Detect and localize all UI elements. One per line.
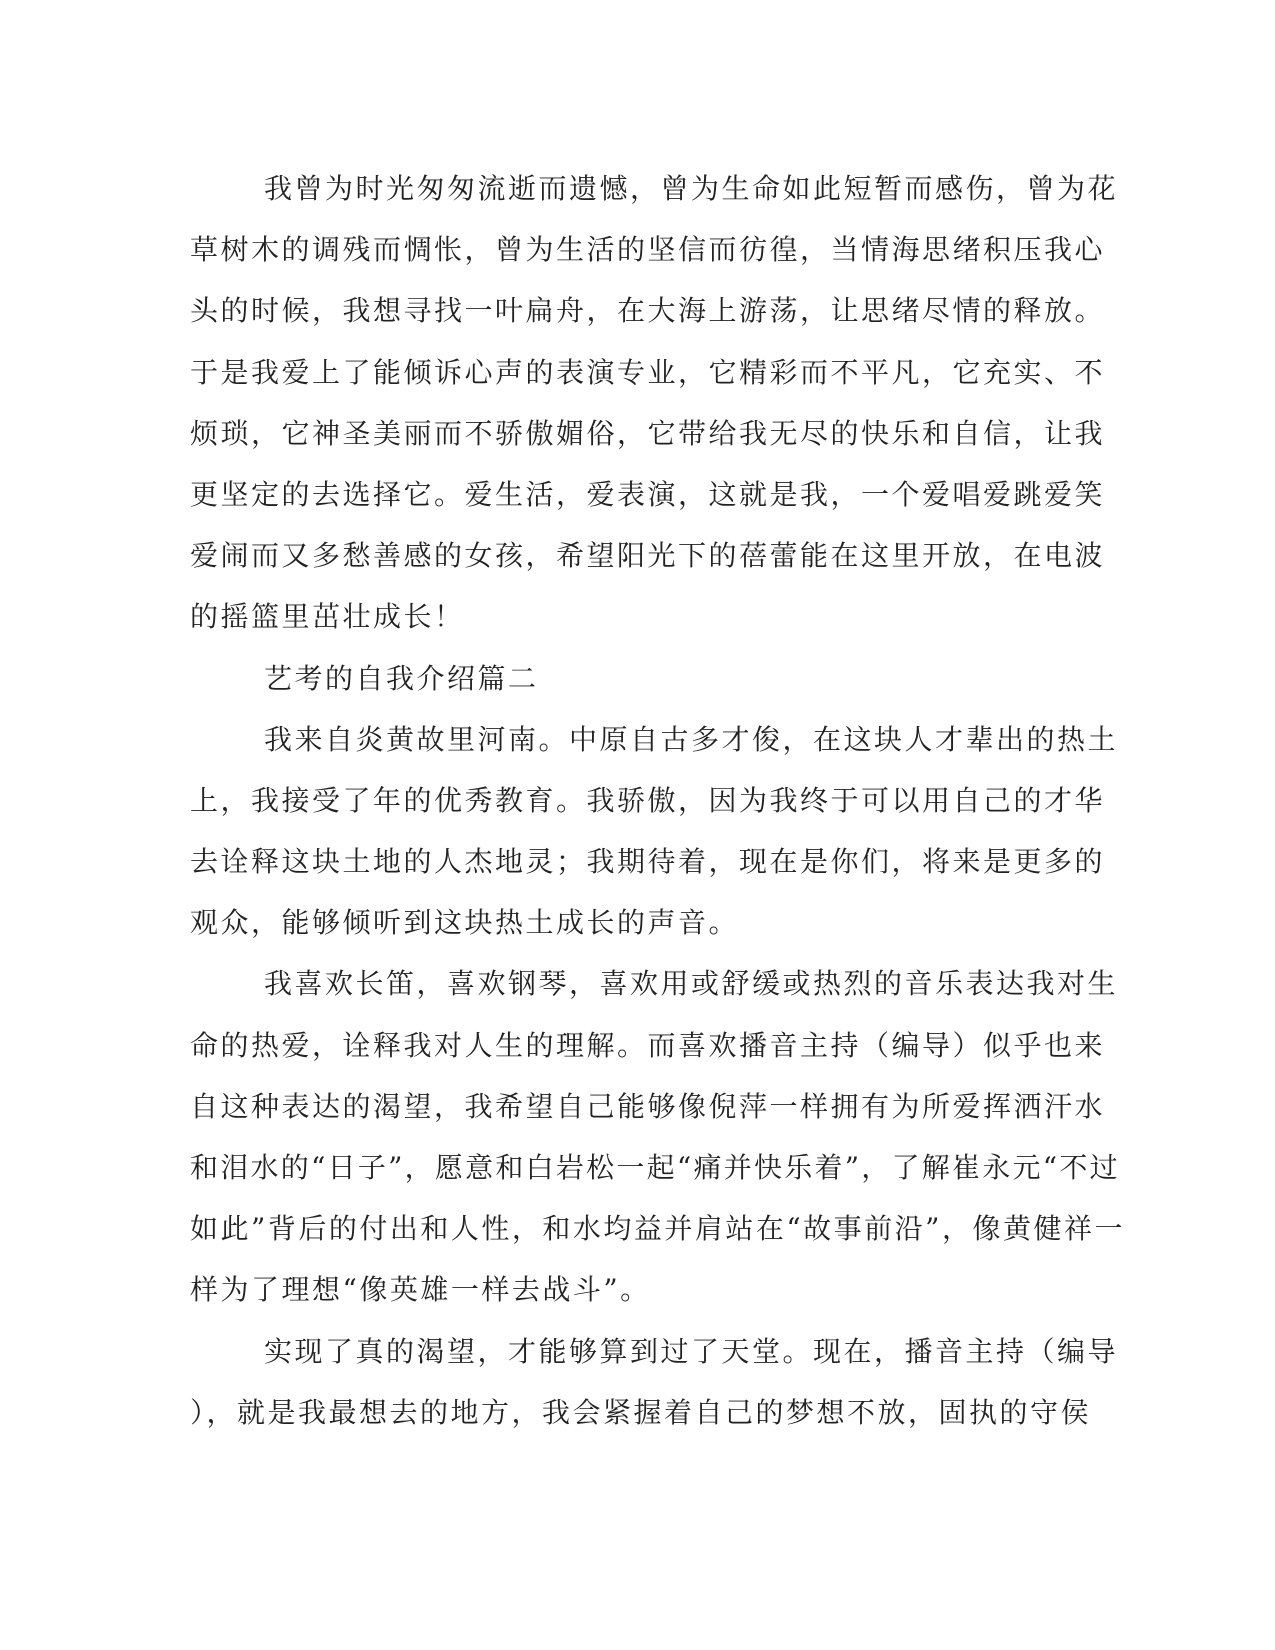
text-line: 更坚定的去选择它。爱生活，爱表演，这就是我，一个爱唱爱跳爱笑 [190,477,1106,511]
text-line: 草树木的调残而惆怅，曾为生活的坚信而彷徨，当情海思绪积压我心 [190,233,1106,267]
text-line: 的摇篮里茁壮成长！ [190,600,465,634]
section-heading: 艺考的自我介绍篇二 [264,661,539,695]
text-line: 我喜欢长笛，喜欢钢琴，喜欢用或舒缓或热烈的音乐表达我对生 [264,967,1119,1001]
text-line: 自这种表达的渴望，我希望自己能够像倪萍一样拥有为所爱挥洒汗水 [190,1089,1106,1123]
text-line: 我曾为时光匆匆流逝而遗憾，曾为生命如此短暂而感伤，曾为花 [264,172,1119,205]
text-line: 头的时候，我想寻找一叶扁舟，在大海上游荡，让思绪尽情的释放。 [190,294,1106,328]
text-line: 于是我爱上了能倾诉心声的表演专业，它精彩而不平凡，它充实、不 [190,355,1106,389]
text-line: 我来自炎黄故里河南。中原自古多才俊，在这块人才辈出的热土 [264,722,1119,756]
text-line: 实现了真的渴望，才能够算到过了天堂。现在，播音主持（编导 [264,1334,1119,1368]
text-line: ），就是我最想去的地方，我会紧握着自己的梦想不放，固执的守侯 [190,1395,1092,1429]
text-line: 爱闹而又多愁善感的女孩，希望阳光下的蓓蕾能在这里开放，在电波 [190,539,1106,573]
text-line: 和泪水的“日子”，愿意和白岩松一起“痛并快乐着”，了解崔永元“不过 [190,1151,1120,1184]
text-line: 去诠释这块土地的人杰地灵；我期待着，现在是你们，将来是更多的 [190,845,1106,879]
text-line: 上，我接受了年的优秀教育。我骄傲，因为我终于可以用自己的才华 [190,783,1106,817]
document-body [190,158,1125,1443]
text-line: 命的热爱，诠释我对人生的理解。而喜欢播音主持（编导）似乎也来 [190,1028,1106,1062]
text-line: 样为了理想“像英雄一样去战斗”。 [190,1273,651,1307]
text-line: 观众，能够倾听到这块热土成长的声音。 [190,906,740,940]
text-line: 如此”背后的付出和人性，和水均益并肩站在“故事前沿”，像黄健祥一 [190,1212,1125,1246]
text-line: 烦琐，它神圣美丽而不骄傲媚俗，它带给我无尽的快乐和自信，让我 [190,416,1106,450]
